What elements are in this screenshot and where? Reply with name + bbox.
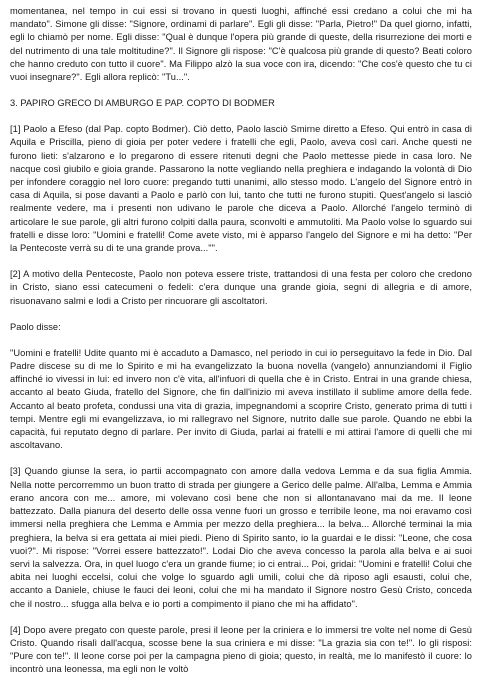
paragraph-speech: "Uomini e fratelli! Udite quanto mi è accaduto a Damasco, nel periodo in cui io perseguitavo la fede in Dio. Dal Padre discese su di me lo Spirito e mi ha evangelizzato la buona novella (vangelo) annunziandomi il Figlio affinché io vivessi in lui: ed invero non c'è vita, all'infuori di quella che è in Cristo. Entrai in una grande chiesa, accanto al beato Giuda, fratello del Signore, che fin dall'inizio mi aveva instillato il sublime amore della fede. Accanto al beato profeta, condussi una vita di grazia, impegnandomi a scoprire Cristo, generato prima di tutti i tempi. Mentre egli mi evangelizzava, io mi rallegravo nel Signore, nutrito dalle sue parole. Quando ne ebbi la capacità, fui reputato degno di parlare. Per invito di Giuda, parlai ai fratelli e mi attirai l'amore di quelli che mi ascoltavano. — [10, 347, 472, 451]
paragraph-4: [4] Dopo avere pregato con queste parole, presi il leone per la criniera e lo immersi tre volte nel nome di Gesù Cristo. Quando risalì dall'acqua, scosse bene la sua criniera e mi disse: "La grazia sia con te!". Io gli risposi: "Pure con te!". Il leone corse poi per la campagna pieno di gioia; questo, in realtà, me lo manifestò il cuore: lo incontrò una leonessa, ma egli non le voltò — [10, 624, 472, 675]
paragraph-paolo-disse: Paolo disse: — [10, 321, 61, 332]
paragraph-continuation: momentanea, nel tempo in cui essi si trovano in questi luoghi, affinché essi credano a colui che mi ha mandato". Simone gli disse: "Signore, ordinami di parlare". Egli gli disse: "Parla, Pietro!" Da quel giorno, infatti, egli lo chiamò per nome. Egli disse: "Qual è dunque l'opera più grande di queste, della risurrezione dei morti e del nutrimento di una tale moltitudine?". Il Signore gli rispose: "C'è qualcosa più grande di questo? Beati coloro che hanno creduto con tutto il cuore". Ma Filippo alzò la sua voce con ira, dicendo: "Che cos'è questo che tu ci vuoi insegnare?". Egli allora replicò: "Tu...". — [10, 6, 472, 83]
section-heading: 3. PAPIRO GRECO DI AMBURGO E PAP. COPTO DI BODMER — [10, 98, 275, 109]
paragraph-3: [3] Quando giunse la sera, io partii accompagnato con amore dalla vedova Lemma e da sua figlia Ammia. Nella notte percorremmo un buon tratto di strada per giungere a Gerico delle palme. All'alba, Lemma e Ammia erano ancora con me... amore, mi volevano così bene che non si allontanavano mai da me. Il leone battezzato. Dalla pianura del deserto delle ossa venne fuori un grosso e terribile leone, ma noi eravamo così immersi nella preghiera che Lemma e Ammia per mezzo della preghiera... la belva... Allorché terminai la mia preghiera, la belva si era gettata ai miei piedi. Pieno di Spirito santo, io la guardai e le dissi: "Leone, che cosa vuoi?". Mi rispose: "Vorrei essere battezzato!". Lodai Dio che aveva concesso la parola alla belva e ai suoi servi la salvezza. Ora, in quel luogo c'era un grande fiume; io ci entrai... Poi, gridai: "Uomini e fratelli! Colui che abita nei luoghi eccelsi, colui che volge lo sguardo agli umili, colui che dà riposo agli esausti, colui che, accanto a Daniele, chiuse le fauci dei leoni, colui che mi ha mandato il Signore nostro Gesù Cristo, conceda che il nostro... sfugga alla belva e io porti a compimento il piano che mi ha affidato". — [10, 466, 472, 609]
paragraph-2: [2] A motivo della Pentecoste, Paolo non poteva essere triste, trattandosi di una festa per coloro che credono in Cristo, siano essi catecumeni o fedeli: c'era dunque una grande gioia, segni di allegria e di amore, risuonavano salmi e lodi a Cristo per rincuorare gli ascoltatori. — [10, 269, 472, 306]
paragraph-1: [1] Paolo a Efeso (dal Pap. copto Bodmer). Ciò detto, Paolo lasciò Smirne diretto a Efeso. Qui entrò in casa di Aquila e Priscilla, pieno di gioia per poter vedere i fratelli che egli, Paolo, aveva così cari. Anche questi ne furono lieti: s'alzarono e lo pregarono di essere ritenuti degni che Paolo mettesse piede in casa loro. Ne nacque così giubilo e gioia grande. Passarono la notte vegliando nella preghiera e indagando la volontà di Dio per infondere coraggio nel loro cuore: pregando tutti unanimi, allo stesso modo. L'angelo del Signore entrò in casa di Aquila, si pose davanti a Paolo e parlò con lui, tanto che tutti ne furono stupiti. Quest'angelo si lasciò realmente vedere, ma i presenti non udivano le parole che diceva a Paolo. Allorché l'angelo terminò di articolare le sue parole, gli altri furono colpiti dalla paura, sconvolti e ammutoliti. Ma Paolo volse lo sguardo sui fratelli e disse loro: "Uomini e fratelli! Come avete visto, mi è apparso l'angelo del Signore e mi ha detto: "Per la Pentecoste verrà su di te una grande prova..."". — [10, 124, 472, 254]
